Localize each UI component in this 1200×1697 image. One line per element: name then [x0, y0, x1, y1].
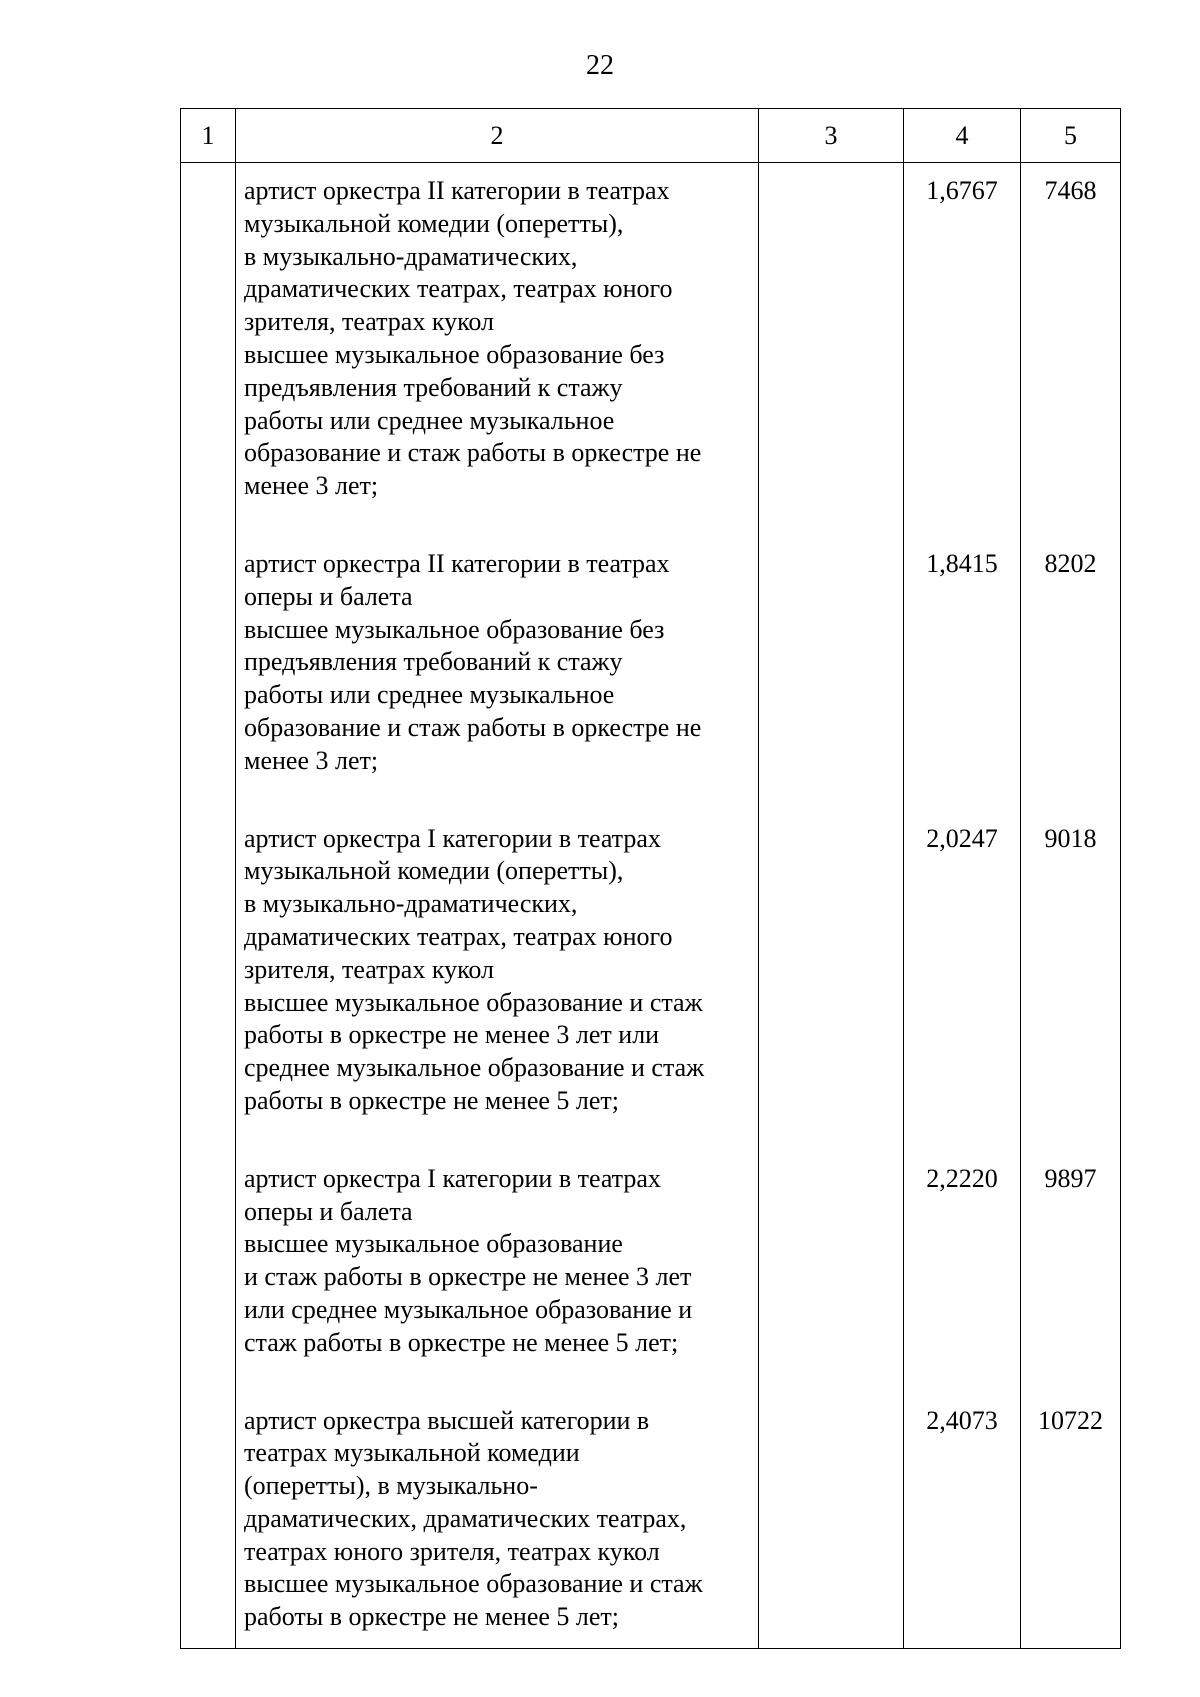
description-line: работы в оркестре не менее 5 лет; [244, 1602, 620, 1632]
page-number: 22 [586, 50, 614, 81]
coefficient-value: 2,2220 [926, 1163, 998, 1193]
description-line: артист оркестра высшей категории в [244, 1405, 650, 1435]
column-3-cell [759, 1151, 904, 1393]
salary-cell [1021, 163, 1121, 536]
row-number-cell [181, 163, 236, 536]
coefficient-value: 2,0247 [926, 823, 998, 853]
coefficient-value: 2,4073 [926, 1405, 998, 1435]
table-row [181, 811, 1121, 1151]
description-line: театрах музыкальной комедии [244, 1438, 580, 1468]
description-line: артист оркестра I категории в театрах [244, 1163, 661, 1193]
description-line: драматических театрах, театрах юного [244, 274, 673, 304]
description-line: среднее музыкальное образование и стаж [244, 1053, 705, 1083]
salary-cell [1021, 1393, 1121, 1649]
salary-value: 7468 [1044, 176, 1097, 205]
description-line: театрах юного зрителя, театрах кукол [244, 1536, 660, 1566]
column-3-cell [759, 536, 904, 811]
description-line: предъявления требований к стажу [244, 372, 623, 402]
row-number-cell [181, 1151, 236, 1393]
description-line: высшее музыкальное образование и стаж [244, 987, 703, 1017]
description-line: в музыкально-драматических, [244, 889, 578, 919]
description-line: высшее музыкальное образование без [244, 339, 665, 369]
description-line: и стаж работы в оркестре не менее 3 лет [244, 1262, 692, 1292]
description-line: артист оркестра II категории в театрах [244, 548, 670, 578]
description-line: работы или среднее музыкальное [244, 680, 615, 710]
description-line: оперы и балета [244, 581, 413, 611]
column-3-cell [759, 163, 904, 536]
table-row [181, 1151, 1121, 1393]
salary-value: 9897 [1044, 1163, 1097, 1193]
coefficient-cell [904, 811, 1021, 1151]
coefficient-cell [904, 163, 1021, 536]
description-line: музыкальной комедии (оперетты), [244, 208, 624, 238]
description-line: работы в оркестре не менее 5 лет; [244, 1085, 620, 1115]
coefficient-cell [904, 536, 1021, 811]
description-line: в музыкально-драматических, [244, 241, 578, 271]
row-number-cell [181, 1393, 236, 1649]
header-col-2: 2 [236, 109, 759, 163]
description-line: работы или среднее музыкальное [244, 405, 615, 435]
salary-value: 8202 [1044, 548, 1097, 578]
table-row [181, 536, 1121, 811]
description-line: или среднее музыкальное образование и [244, 1294, 693, 1324]
table-header-row [181, 109, 1121, 163]
description-line: драматических театрах, театрах юного [244, 921, 673, 951]
position-description-cell [236, 536, 759, 811]
row-number-cell [181, 811, 236, 1151]
description-line: образование и стаж работы в оркестре не [244, 712, 702, 742]
header-col-4: 4 [904, 109, 1021, 163]
position-description-cell [236, 163, 759, 536]
description-line: высшее музыкальное образование [244, 1229, 623, 1259]
description-line: менее 3 лет; [244, 471, 379, 501]
description-line: драматических, драматических театрах, [244, 1503, 687, 1533]
position-description-cell [236, 811, 759, 1151]
description-line: образование и стаж работы в оркестре не [244, 438, 702, 468]
column-3-cell [759, 811, 904, 1151]
salary-cell [1021, 536, 1121, 811]
header-col-1: 1 [181, 109, 236, 163]
description-line: высшее музыкальное образование и стаж [244, 1569, 703, 1599]
coefficient-value: 1,8415 [926, 548, 998, 578]
description-line: зрителя, театрах кукол [244, 307, 495, 337]
salary-cell [1021, 1151, 1121, 1393]
document-table [180, 108, 1121, 1649]
coefficient-value: 1,6767 [926, 176, 998, 205]
salary-value: 9018 [1044, 823, 1097, 853]
position-description [236, 1393, 758, 1635]
description-line: предъявления требований к стажу [244, 647, 623, 677]
position-description-cell [236, 1393, 759, 1649]
column-3-cell [759, 1393, 904, 1649]
description-line: зрителя, театрах кукол [244, 954, 495, 984]
description-line: высшее музыкальное образование без [244, 614, 665, 644]
table-body [181, 163, 1121, 1649]
row-number-cell [181, 536, 236, 811]
header-col-5: 5 [1021, 109, 1121, 163]
description-line: работы в оркестре не менее 3 лет или [244, 1020, 660, 1050]
header-col-3: 3 [759, 109, 904, 163]
description-line: артист оркестра II категории в театрах [244, 176, 670, 205]
position-description [236, 536, 758, 778]
description-line: стаж работы в оркестре не менее 5 лет; [244, 1327, 679, 1357]
salary-cell [1021, 811, 1121, 1151]
table-row [181, 163, 1121, 536]
description-line: (оперетты), в музыкально- [244, 1471, 538, 1501]
description-line: оперы и балета [244, 1196, 413, 1226]
description-line: менее 3 лет; [244, 745, 379, 775]
coefficient-cell [904, 1393, 1021, 1649]
position-description [236, 163, 758, 503]
position-description [236, 811, 758, 1118]
table-row [181, 1393, 1121, 1649]
description-line: музыкальной комедии (оперетты), [244, 856, 624, 886]
salary-value: 10722 [1038, 1405, 1103, 1435]
description-line: артист оркестра I категории в театрах [244, 823, 661, 853]
position-description-cell [236, 1151, 759, 1393]
position-description [236, 1151, 758, 1360]
coefficient-cell [904, 1151, 1021, 1393]
